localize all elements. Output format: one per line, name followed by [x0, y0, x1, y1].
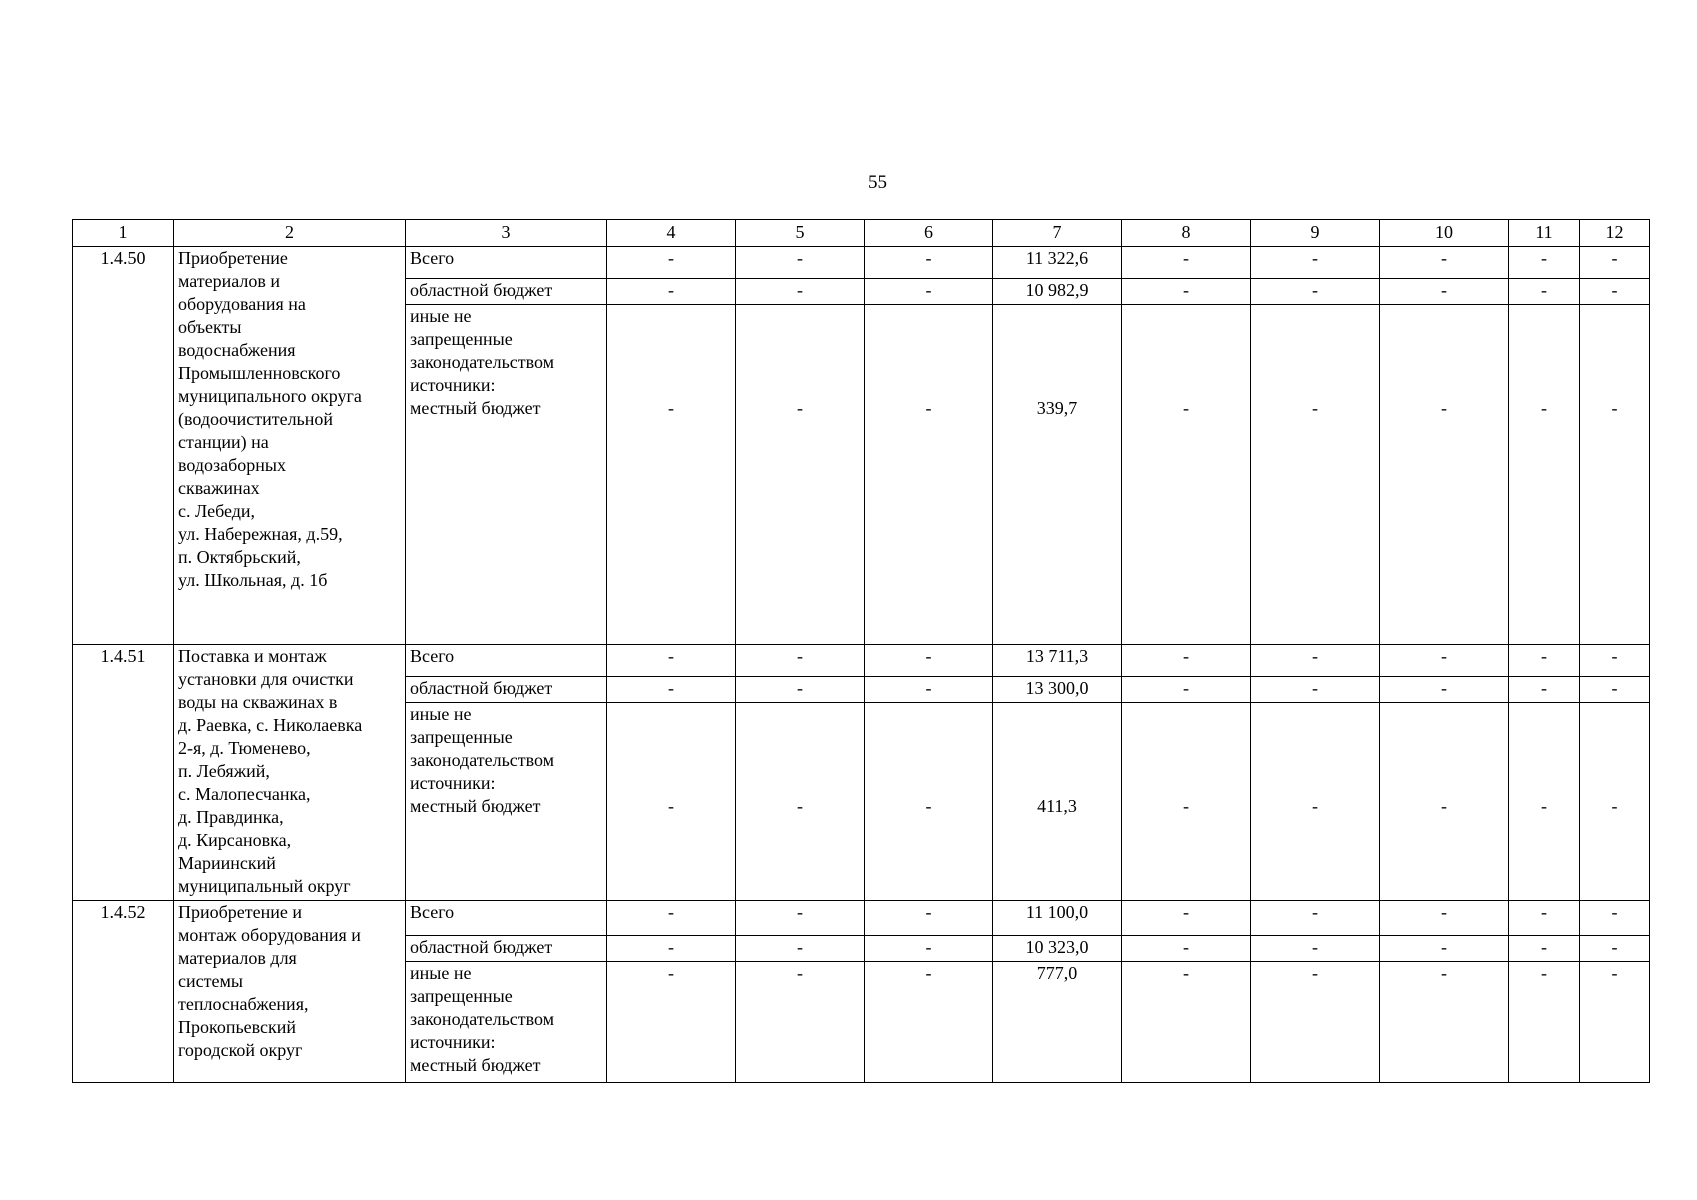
value-cell: -: [1122, 962, 1251, 1083]
value-cell: [1509, 703, 1580, 901]
value-cell: [865, 305, 993, 645]
value-cell: -: [865, 901, 993, 936]
value-cell: -: [1509, 247, 1580, 279]
value-cell: -: [1251, 677, 1380, 703]
value-text: -: [797, 796, 803, 816]
value-cell: -: [865, 936, 993, 962]
column-header: 11: [1509, 220, 1580, 247]
value-cell: -: [1122, 677, 1251, 703]
value-cell: -: [1580, 936, 1650, 962]
value-cell: -: [607, 962, 736, 1083]
value-cell: -: [1380, 247, 1509, 279]
column-header: 10: [1380, 220, 1509, 247]
column-header: 3: [406, 220, 607, 247]
table-row: [73, 247, 1650, 279]
value-text: -: [1312, 398, 1318, 418]
value-cell: 11 100,0: [993, 901, 1122, 936]
value-cell: 777,0: [993, 962, 1122, 1083]
value-cell: [1580, 305, 1650, 645]
value-cell: -: [736, 247, 865, 279]
funding-source: Всего: [406, 247, 607, 279]
column-header: 1: [73, 220, 174, 247]
value-cell: [1251, 305, 1380, 645]
value-cell: -: [1580, 645, 1650, 677]
value-cell: -: [1580, 247, 1650, 279]
column-header: 9: [1251, 220, 1380, 247]
value-cell: [736, 305, 865, 645]
value-cell: -: [1122, 936, 1251, 962]
funding-source: областной бюджет: [406, 936, 607, 962]
value-cell: -: [1380, 901, 1509, 936]
value-text: -: [1541, 796, 1547, 816]
value-cell: 13 711,3: [993, 645, 1122, 677]
value-text: -: [1611, 398, 1618, 418]
value-cell: 10 982,9: [993, 279, 1122, 305]
value-cell: [736, 703, 865, 901]
value-text: -: [1183, 796, 1189, 816]
value-text: -: [668, 398, 674, 418]
value-cell: -: [736, 901, 865, 936]
value-cell: -: [1509, 936, 1580, 962]
value-cell: -: [607, 247, 736, 279]
value-cell: [865, 703, 993, 901]
funding-source: областной бюджет: [406, 279, 607, 305]
value-text: 339,7: [1036, 398, 1078, 418]
value-text: -: [1183, 398, 1189, 418]
value-cell: -: [1251, 247, 1380, 279]
value-text: -: [1611, 796, 1618, 816]
funding-source: иные не запрещенные законодательством источники: местный бюджет: [406, 305, 607, 645]
value-cell: -: [865, 645, 993, 677]
value-text: -: [925, 398, 932, 418]
item-description: Поставка и монтаж установки для очистки воды на скважинах в д. Раевка, с. Николаевка 2-я, д. Тюменево, п. Лебяжий, с. Малопесчанка, д. Правдинка, д. Кирсановка, Мариинский муниципальный округ: [174, 645, 406, 901]
value-cell: -: [1122, 901, 1251, 936]
value-cell: -: [1580, 962, 1650, 1083]
value-text: -: [1441, 398, 1447, 418]
value-cell: -: [1509, 901, 1580, 936]
budget-table: [72, 219, 1650, 1083]
value-cell: -: [1580, 677, 1650, 703]
value-text: -: [925, 796, 932, 816]
value-cell: -: [607, 677, 736, 703]
funding-source: Всего: [406, 901, 607, 936]
value-cell: [1580, 703, 1650, 901]
value-cell: -: [736, 677, 865, 703]
value-cell: [1509, 305, 1580, 645]
value-cell: [993, 305, 1122, 645]
value-cell: -: [607, 279, 736, 305]
value-cell: -: [736, 279, 865, 305]
value-cell: -: [865, 247, 993, 279]
value-cell: -: [607, 901, 736, 936]
value-cell: -: [1509, 677, 1580, 703]
item-number: 1.4.51: [73, 645, 174, 901]
value-text: -: [1541, 398, 1547, 418]
value-text: 411,3: [1037, 796, 1077, 816]
value-cell: -: [1251, 279, 1380, 305]
value-cell: [607, 703, 736, 901]
column-header: 5: [736, 220, 865, 247]
value-cell: -: [1251, 962, 1380, 1083]
value-text: -: [1441, 796, 1447, 816]
value-cell: -: [1380, 645, 1509, 677]
value-cell: 13 300,0: [993, 677, 1122, 703]
value-cell: [993, 703, 1122, 901]
value-cell: 11 322,6: [993, 247, 1122, 279]
column-header: 6: [865, 220, 993, 247]
column-header: 7: [993, 220, 1122, 247]
value-text: -: [1312, 796, 1318, 816]
value-cell: -: [1122, 279, 1251, 305]
value-cell: -: [1580, 901, 1650, 936]
item-description: Приобретение и монтаж оборудования и материалов для системы теплоснабжения, Прокопьевский городской округ: [174, 901, 406, 1083]
value-cell: -: [1509, 279, 1580, 305]
value-cell: [1122, 703, 1251, 901]
value-cell: -: [1380, 677, 1509, 703]
value-cell: -: [865, 962, 993, 1083]
value-cell: -: [607, 936, 736, 962]
column-header: 4: [607, 220, 736, 247]
page-number: 55: [868, 172, 887, 193]
value-text: -: [668, 796, 674, 816]
value-cell: [1380, 703, 1509, 901]
value-cell: -: [736, 962, 865, 1083]
value-cell: -: [736, 936, 865, 962]
value-cell: [607, 305, 736, 645]
value-cell: -: [1380, 279, 1509, 305]
value-cell: [1122, 305, 1251, 645]
table-row: [73, 901, 1650, 936]
item-number: 1.4.50: [73, 247, 174, 645]
item-number: 1.4.52: [73, 901, 174, 1083]
value-cell: [1380, 305, 1509, 645]
column-header: 2: [174, 220, 406, 247]
funding-source: Всего: [406, 645, 607, 677]
value-cell: [1251, 703, 1380, 901]
value-cell: -: [736, 645, 865, 677]
column-number-row: [73, 220, 1650, 247]
value-text: -: [797, 398, 803, 418]
funding-source: иные не запрещенные законодательством источники: местный бюджет: [406, 703, 607, 901]
column-header: 8: [1122, 220, 1251, 247]
value-cell: -: [1509, 645, 1580, 677]
value-cell: -: [1251, 645, 1380, 677]
funding-source: иные не запрещенные законодательством источники: местный бюджет: [406, 962, 607, 1083]
value-cell: -: [1509, 962, 1580, 1083]
value-cell: -: [1251, 936, 1380, 962]
value-cell: 10 323,0: [993, 936, 1122, 962]
value-cell: -: [1251, 901, 1380, 936]
value-cell: -: [1380, 936, 1509, 962]
value-cell: -: [865, 677, 993, 703]
value-cell: -: [1122, 247, 1251, 279]
item-description: Приобретение материалов и оборудования на объекты водоснабжения Промышленновского муниципального округа (водоочистительной станции) на водозаборных скважинах с. Лебеди, ул. Набережная, д.59, п. Октябрьский, ул. Школьная, д. 1б: [174, 247, 406, 645]
funding-source: областной бюджет: [406, 677, 607, 703]
value-cell: -: [1122, 645, 1251, 677]
value-cell: -: [1580, 279, 1650, 305]
value-cell: -: [607, 645, 736, 677]
value-cell: -: [865, 279, 993, 305]
value-cell: -: [1380, 962, 1509, 1083]
column-header: 12: [1580, 220, 1650, 247]
table-row: [73, 645, 1650, 677]
